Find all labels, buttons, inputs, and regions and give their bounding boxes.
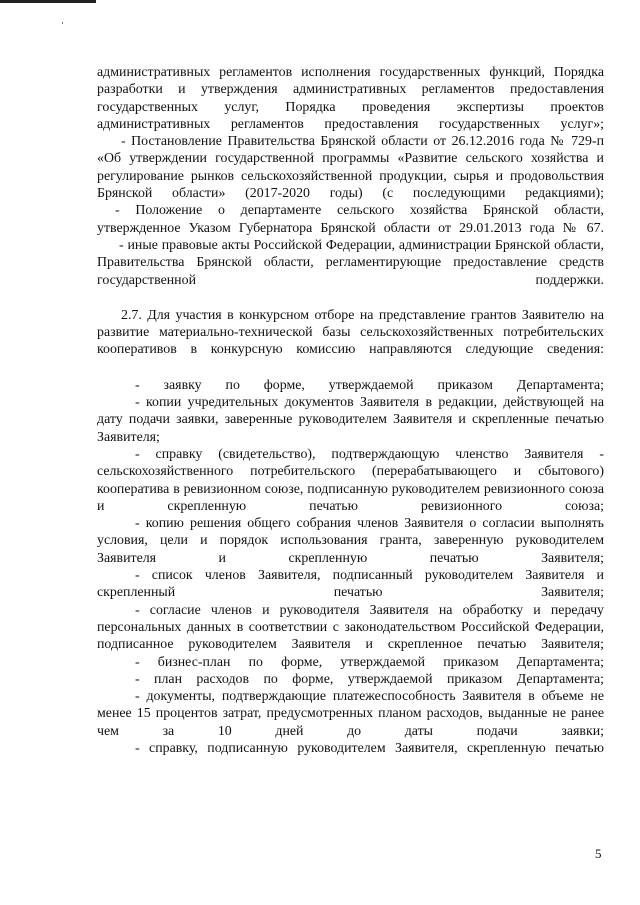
paragraph-department-statute: - Положение о департаменте сельского хозяйства Брянской области, утвержденное Указом Губернатора Брянской области от 29.01.2013 года № 67. (97, 203, 604, 236)
page-number: 5 (595, 846, 602, 861)
list-item-business-plan: - бизнес-план по форме, утверждаемой приказом Департамента; (135, 654, 604, 670)
list-item-founding-documents: - копии учредительных документов Заявителя в редакции, действующей на дату подачи заявки, заверенные руководителем Заявителя и скрепленные печатью Заявителя; (97, 395, 604, 445)
paragraph-gap (97, 359, 604, 377)
document-body (97, 64, 604, 757)
list-item-meeting-decision: - копию решения общего собрания членов Заявителя о согласии выполнять условия, цели и порядок использования гранта, заверенную руководителем Заявителя и скрепленную печатью Заявителя; (97, 516, 604, 566)
list-item-application: - заявку по форме, утверждаемой приказом Департамента; (135, 377, 604, 393)
paragraph-gap (97, 289, 604, 307)
list-item-data-consent: - согласие членов и руководителя Заявителя на обработку и передачу персональных данных в соответствии с законодательством Российской Федерации, подписанное руководителем Заявителя и скрепленное печатью Заявителя; (97, 602, 604, 653)
scan-speck (62, 22, 63, 24)
list-item-membership-certificate: - справку (свидетельство), подтверждающую членство Заявителя - сельскохозяйственного потребительского (перерабатывающего и сбытового) кооператива в ревизионном союзе, подписанную руководителем ревизионного союза и скрепленную печатью ревизионного союза; (97, 446, 604, 514)
paragraph-decree-729: - Постановление Правительства Брянской области от 26.12.2016 года № 729-п «Об утверждении государственной программы «Развитие сельского хозяйства и регулирование рынков сельскохозяйственной продукции, сырья и продовольствия Брянской области» (2017-2020 годы) (с последующими редакциями); (97, 134, 604, 202)
list-item-signed-certificate: - справку, подписанную руководителем Заявителя, скрепленную печатью (135, 740, 604, 756)
list-item-member-list: - список членов Заявителя, подписанный руководителем Заявителя и скрепленный печатью Заявителя; (97, 568, 604, 601)
paragraph-regulations-tail: административных регламентов исполнения государственных функций, Порядка разработки и утверждения административных регламентов предоставления государственных услуг, Порядка проведения экспертизы проектов административных регламентов предоставления государственных услуг»; (97, 65, 604, 132)
paragraph-section-2-7: 2.7. Для участия в конкурсном отборе на представление грантов Заявителю на развитие материально-технической базы сельскохозяйственных потребительских кооперативов в конкурсную комиссию направляются следующие сведения: (97, 307, 604, 358)
list-item-solvency-documents: - документы, подтверждающие платежеспособность Заявителя в объеме не менее 15 процентов затрат, предусмотренных планом расходов, выданные не ранее чем за 10 дней до даты подачи заявки; (97, 689, 604, 739)
top-rule (0, 0, 96, 3)
list-item-expense-plan: - план расходов по форме, утверждаемой приказом Департамента; (135, 671, 604, 687)
paragraph-other-legal-acts: - иные правовые акты Российской Федерации, администрации Брянской области, Правительства Брянской области, регламентирующие предоставление средств государственной поддержки. (97, 237, 604, 288)
